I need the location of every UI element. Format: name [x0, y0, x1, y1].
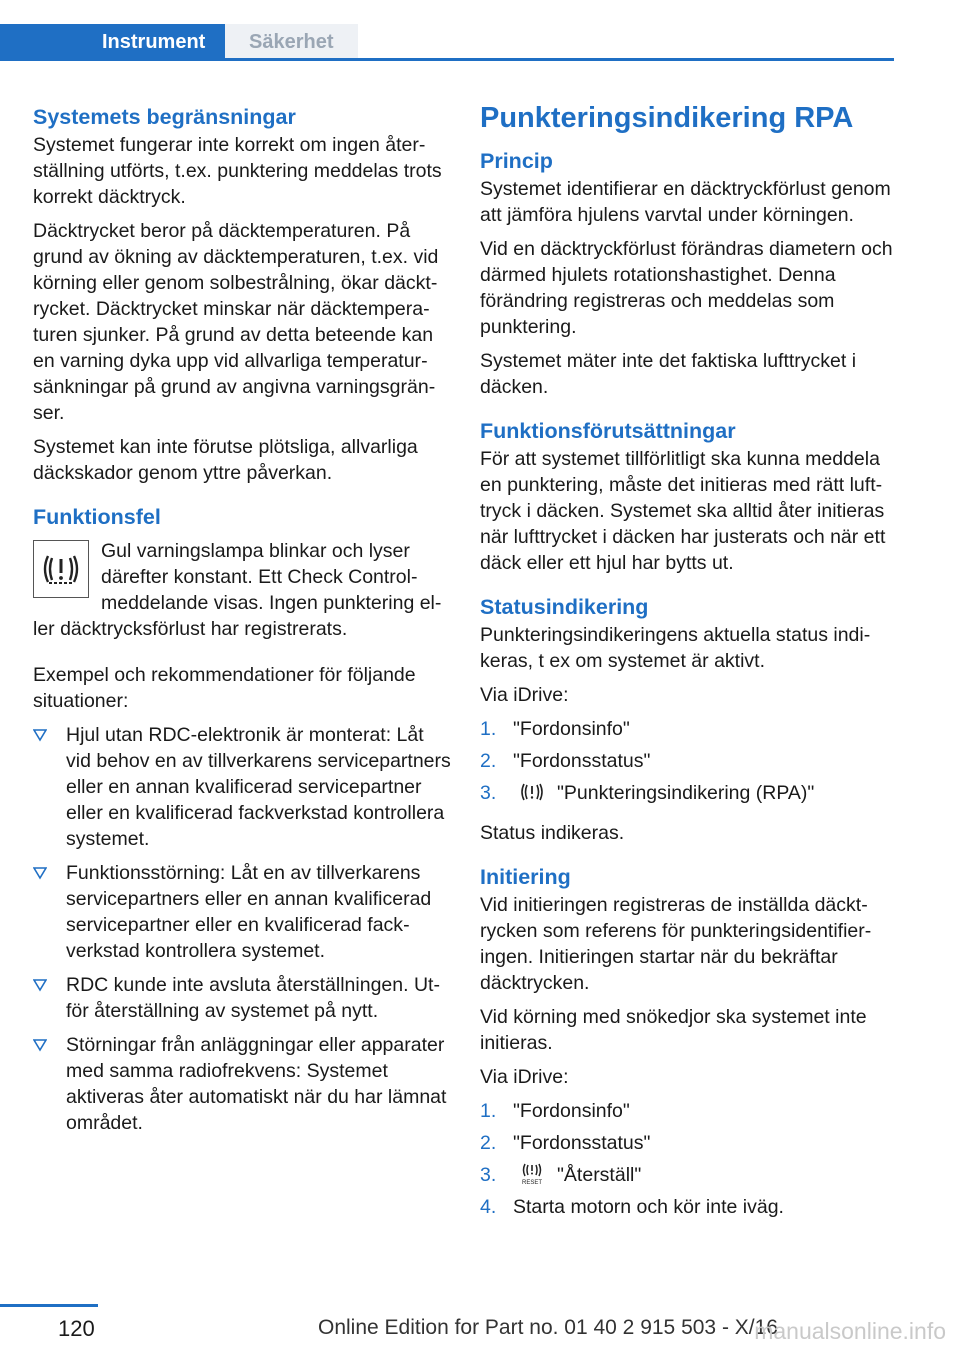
section-fault [33, 502, 453, 1136]
init-paragraph-2: Vid körning med snökedjor ska systemet inte initieras. [480, 1006, 867, 1054]
reset-icon-label: RESET [521, 1179, 543, 1185]
triangle-bullet-icon [33, 728, 47, 742]
step-number: 3. [480, 1164, 497, 1186]
list-item [33, 1032, 453, 1136]
page-number: 120 [58, 1316, 95, 1341]
limits-paragraph-3: Systemet kan inte förutse plötsliga, allvarliga däckskador genom yttre påverkan. [33, 436, 418, 484]
step-text: "Fordonsstatus" [513, 1132, 651, 1154]
status-paragraph: Punkteringsindikeringens aktuella status indikeras, t ex om systemet är aktivt. [480, 624, 871, 672]
fault-list [33, 722, 453, 1136]
page-title: Punkteringsindikering RPA [480, 102, 854, 134]
fault-intro: Exempel och rekommendationer för följande situationer: [33, 664, 416, 712]
list-item-text: Hjul utan RDC-elektronik är monterat: Låt vid behov en av tillverkarens servicepartners eller en annan kvalificerad servicepartner eller en kvalificerad fackverkstad kontrollera systemet. [66, 724, 451, 850]
limits-paragraph-2: Däcktrycket beror på däcktemperaturen. På grund av ökning av däcktemperaturen, t.ex. vid körning eller genom solbestrålning, ökar däcktrycket. Däcktrycket minskar när däcktemperaturen sjunker. På grund av detta beteende kan en varning dyka upp vid allvarliga temperatursänkningar på grund av angivna varningsgränser. [33, 220, 439, 424]
step-number: 1. [480, 718, 497, 740]
list-item [480, 748, 898, 780]
list-item [480, 1098, 898, 1130]
left-column [33, 102, 453, 1144]
principle-paragraph-3: Systemet mäter inte det faktiska lufttrycket i däcken. [480, 350, 857, 398]
step-text: "Fordonsinfo" [513, 1100, 630, 1122]
init-via: Via iDrive: [480, 1066, 569, 1088]
status-steps [480, 716, 898, 812]
principle-paragraph-1: Systemet identifierar en däcktryckförlust genom att jämföra hjulens varvtal under körningen. [480, 178, 891, 226]
list-item-text: RDC kunde inte avsluta återställningen. Utför återställning av systemet på nytt. [66, 974, 440, 1022]
step-text: "Punkteringsindikering (RPA)" [557, 782, 815, 804]
section-limits [33, 102, 453, 486]
triangle-bullet-icon [33, 978, 47, 992]
init-steps [480, 1098, 898, 1226]
init-paragraph-1: Vid initieringen registreras de inställda däcktrycken som referens för punkteringsidentifieringen. Initieringen startar när du bekräftar däcktrycken. [480, 894, 872, 994]
init-heading: Initiering [480, 865, 571, 889]
tab-sakerhet[interactable]: Säkerhet [225, 24, 358, 58]
section-status [480, 592, 898, 846]
limits-heading: Systemets begränsningar [33, 105, 296, 129]
step-text: "Återställ" [557, 1164, 642, 1186]
list-item [480, 1162, 898, 1194]
section-requirements [480, 416, 898, 576]
step-text: "Fordonsstatus" [513, 750, 651, 772]
status-heading: Statusindikering [480, 595, 649, 619]
step-text: Starta motorn och kör inte iväg. [513, 1196, 784, 1218]
tire-warning-icon [33, 540, 89, 598]
status-via: Via iDrive: [480, 684, 569, 706]
list-item [480, 780, 898, 812]
edition-footer: Online Edition for Part no. 01 40 2 915 503 - X/16 [318, 1316, 778, 1339]
list-item [480, 1194, 898, 1226]
list-item [33, 972, 453, 1024]
page-number-rule [0, 1304, 98, 1307]
list-item [33, 722, 453, 852]
step-number: 3. [480, 782, 497, 804]
list-item-text: Funktionsstörning: Låt en av tillverkarens servicepartners eller en annan kvalificerad servicepartner eller en kvalificerad fackverkstad kontrollera systemet. [66, 862, 432, 962]
step-number: 2. [480, 1132, 497, 1154]
status-after: Status indikeras. [480, 822, 625, 844]
section-principle [480, 146, 898, 400]
list-item [33, 860, 453, 964]
fault-warning [33, 538, 453, 650]
tire-pressure-icon [519, 782, 545, 802]
list-item [480, 716, 898, 748]
step-number: 4. [480, 1196, 497, 1218]
requirements-paragraph: För att systemet tillförlitligt ska kunna meddela en punktering, måste det initieras med rätt lufttryck i däcken. Systemet ska alltid åter initieras när lufttrycket i däcken har justerats och när ett däck eller ett hjul har bytts ut. [480, 448, 886, 574]
header-tabs [0, 24, 894, 61]
list-item [480, 1130, 898, 1162]
section-init [480, 862, 898, 1226]
tab-instrument[interactable]: Instrument [82, 24, 225, 58]
step-number: 2. [480, 750, 497, 772]
list-item-text: Störningar från anläggningar eller apparater med samma radiofrekvens: Systemet aktiveras åter automatiskt när du har lämnat området. [66, 1034, 447, 1134]
triangle-bullet-icon [33, 866, 47, 880]
fault-heading: Funktionsfel [33, 505, 161, 529]
step-number: 1. [480, 1100, 497, 1122]
step-text: "Fordonsinfo" [513, 718, 630, 740]
requirements-heading: Funktionsförutsättningar [480, 419, 736, 443]
watermark: manualsonline.info [754, 1318, 946, 1344]
right-column [480, 102, 898, 1234]
principle-paragraph-2: Vid en däcktryckförlust förändras diametern och därmed hjulets rotationshastighet. Denna förändring registreras och meddelas som punktering. [480, 238, 893, 338]
triangle-bullet-icon [33, 1038, 47, 1052]
fault-warning-text: Gul varningslampa blinkar och lyser därefter konstant. Ett Check Control-meddelande visas. Ingen punktering eller däcktrycksförlust har registrerats. [33, 540, 442, 640]
principle-heading: Princip [480, 149, 553, 173]
tire-reset-icon [519, 1163, 545, 1185]
limits-paragraph-1: Systemet fungerar inte korrekt om ingen återställning utförts, t.ex. punktering meddelas trots korrekt däcktryck. [33, 134, 442, 208]
